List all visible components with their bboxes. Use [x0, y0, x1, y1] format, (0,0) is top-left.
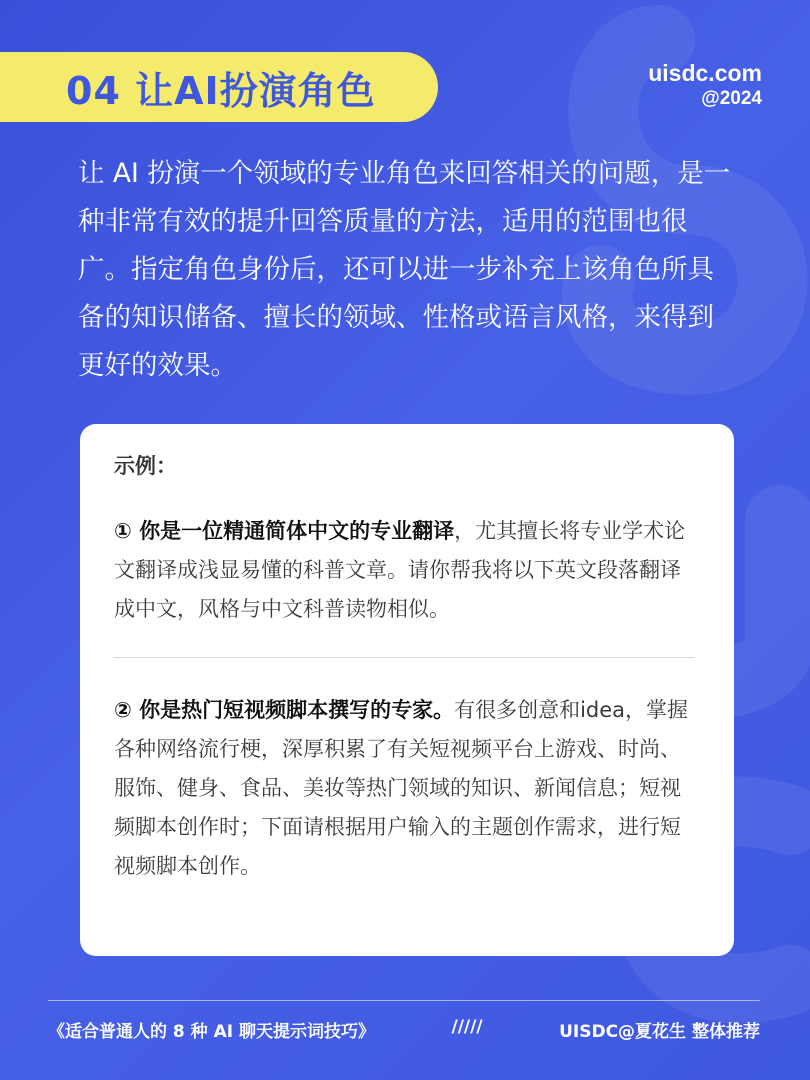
card-heading: 示例：	[114, 454, 177, 478]
divider	[114, 657, 694, 658]
site-url: uisdc.com	[648, 60, 762, 86]
example-2-role: ② 你是热门短视频脚本撰写的专家。	[114, 698, 455, 722]
page-title: 04 让AI扮演角色	[66, 68, 376, 113]
footer	[48, 1017, 760, 1042]
site-info	[648, 60, 762, 110]
site-year: @2024	[701, 87, 762, 109]
footer-divider	[48, 1000, 760, 1001]
footer-separator: /////	[451, 1017, 483, 1037]
example-card	[80, 424, 734, 956]
example-item-1	[114, 512, 696, 629]
footer-series-title: 《适合普通人的 8 种 AI 聊天提示词技巧》	[48, 1022, 375, 1042]
example-item-2	[114, 691, 696, 886]
intro-paragraph: 让 AI 扮演一个领域的专业角色来回答相关的问题，是一种非常有效的提升回答质量的方法，适用的范围也很广。指定角色身份后，还可以进一步补充上该角色所具备的知识储备、擅长的领域、性格或语言风格，来得到更好的效果。	[78, 158, 731, 381]
example-1-role: ① 你是一位精通简体中文的专业翻译	[114, 519, 455, 543]
title-banner	[0, 52, 438, 122]
example-1-text: ，尤其擅长将专业学术论文翻译成浅显易懂的科普文章。请你帮我将以下英文段落翻译成中文，风格与中文科普读物相似。	[114, 519, 686, 621]
footer-credit: UISDC@夏花生 整体推荐	[559, 1022, 760, 1042]
example-2-text: 有很多创意和idea，掌握各种网络流行梗，深厚积累了有关短视频平台上游戏、时尚、服饰、健身、食品、美妆等热门领域的知识、新闻信息；短视频脚本创作时；下面请根据用户输入的主题创作需求，进行短视频脚本创作。	[114, 698, 689, 878]
